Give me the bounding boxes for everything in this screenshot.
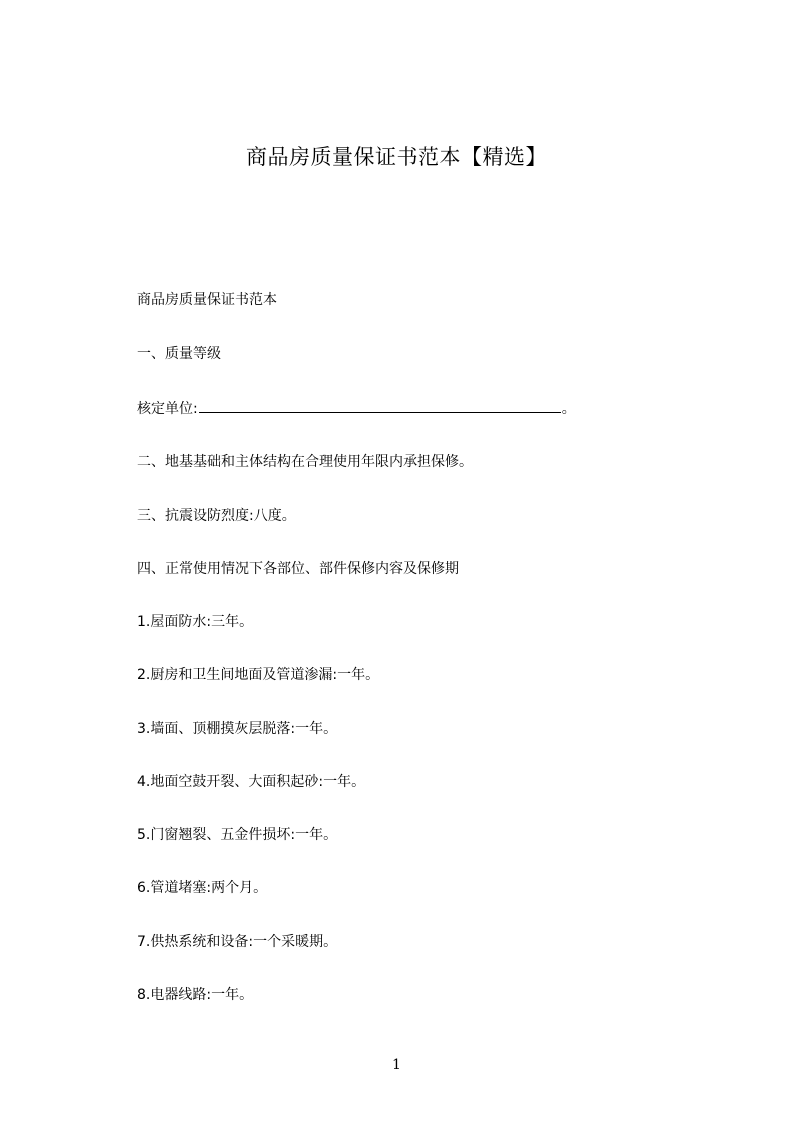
- list-item: 5.门窗翘裂、五金件损坏:一年。: [137, 827, 338, 843]
- verification-unit-line: [137, 398, 576, 419]
- verification-unit-end: 。: [561, 401, 576, 417]
- list-item: 8.电器线路:一年。: [137, 987, 254, 1003]
- section-heading-quality-grade: 一、质量等级: [137, 346, 221, 362]
- fill-in-blank[interactable]: [199, 398, 561, 413]
- list-item: 4.地面空鼓开裂、大面积起砂:一年。: [137, 774, 366, 790]
- list-item: 7.供热系统和设备:一个采暖期。: [137, 934, 338, 950]
- section-warranty-periods: 四、正常使用情况下各部位、部件保修内容及保修期: [137, 561, 459, 577]
- page-number: 1: [392, 1057, 401, 1073]
- list-item: 2.厨房和卫生间地面及管道渗漏:一年。: [137, 667, 380, 683]
- document-subtitle: 商品房质量保证书范本: [137, 292, 277, 308]
- verification-unit-label: 核定单位:: [137, 401, 198, 417]
- document-title: 商品房质量保证书范本【精选】: [246, 145, 547, 169]
- section-foundation-structure: 二、地基基础和主体结构在合理使用年限内承担保修。: [137, 454, 473, 470]
- list-item: 6.管道堵塞:两个月。: [137, 880, 268, 896]
- section-seismic-intensity: 三、抗震设防烈度:八度。: [137, 508, 296, 524]
- list-item: 1.屋面防水:三年。: [137, 614, 254, 630]
- list-item: 3.墙面、顶棚摸灰层脱落:一年。: [137, 721, 338, 737]
